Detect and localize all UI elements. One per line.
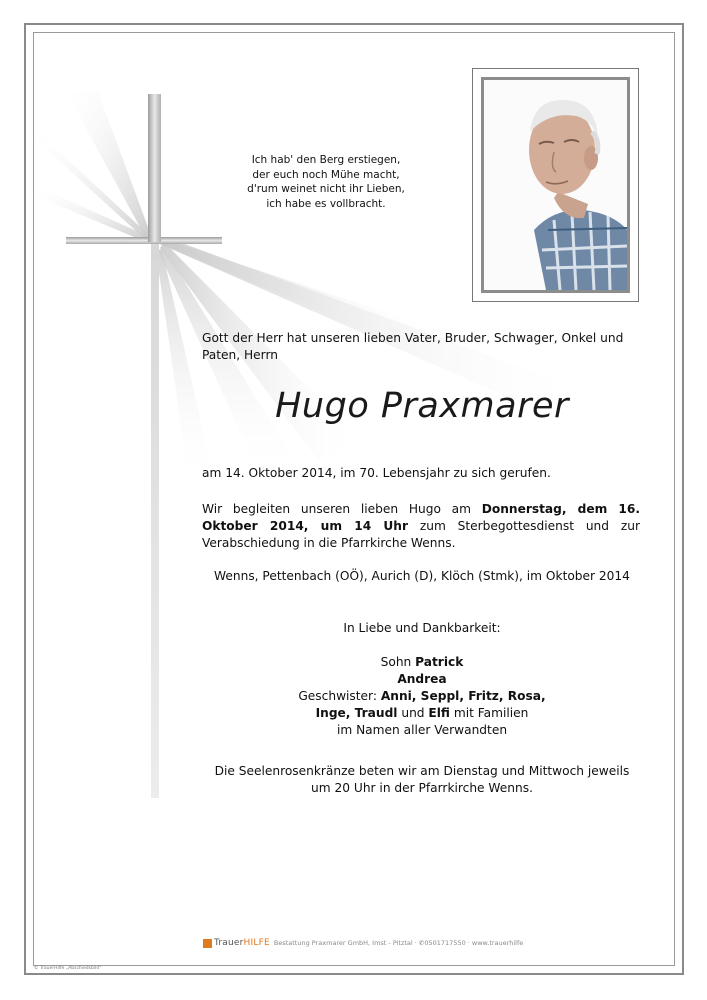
- rosary-notice: [202, 763, 642, 797]
- portrait-photo: [481, 77, 630, 293]
- partner-name: Andrea: [397, 672, 447, 686]
- brand-part: Trauer: [214, 938, 244, 948]
- family-list: [202, 620, 642, 739]
- son-name: Patrick: [415, 655, 464, 669]
- funeral-date: Donnerstag, dem 16. Oktober 2014, um 14 Uhr: [202, 502, 640, 533]
- funeral-text: zum Sterbegottesdienst und zur Verabschiedung in die Pfarrkirche Wenns.: [202, 519, 640, 550]
- place-date: Wenns, Pettenbach (OÖ), Aurich (D), Klöch (Stmk), im Oktober 2014: [214, 569, 630, 583]
- son-label: Sohn: [380, 655, 416, 669]
- poem-line: Ich hab' den Berg erstiegen,: [251, 154, 401, 166]
- cross-vertical-beam-bottom: [151, 244, 159, 798]
- siblings-label: Geschwister:: [298, 689, 381, 703]
- poem-line: d'rum weinet nicht ihr Lieben,: [247, 183, 405, 195]
- family-son: [202, 654, 642, 671]
- poem: [226, 153, 426, 211]
- death-date: am 14. Oktober 2014, im 70. Lebensjahr zu sich gerufen.: [202, 466, 551, 480]
- family-partner: [202, 671, 642, 688]
- rosary-line: um 20 Uhr in der Pfarrkirche Wenns.: [311, 781, 533, 795]
- portrait-figure-icon: [484, 80, 627, 290]
- and-text: und: [397, 706, 429, 720]
- family-relatives: im Namen aller Verwandten: [336, 723, 508, 737]
- trauerhilfe-logo-icon: [203, 939, 212, 948]
- siblings-names: Anni, Seppl, Fritz, Rosa,: [380, 689, 546, 703]
- family-siblings: [202, 688, 642, 705]
- portrait-frame: [472, 68, 639, 302]
- poem-line: ich habe es vollbracht.: [266, 197, 386, 210]
- ray-up-1: [66, 92, 152, 238]
- family-siblings-2: [202, 705, 642, 722]
- with-families-text: mit Familien: [449, 706, 529, 720]
- copyright: © TrauerHilfe „Abschiedsbild“: [34, 966, 102, 971]
- intro-text: Gott der Herr hat unseren lieben Vater, Bruder, Schwager, Onkel und Paten, Herrn: [202, 331, 624, 362]
- poem-line: der euch noch Mühe macht,: [252, 168, 400, 181]
- family-heading: In Liebe und Dankbarkeit:: [343, 621, 501, 635]
- funeral-text: Wir begleiten unseren lieben Hugo am: [202, 502, 482, 516]
- rosary-line: Die Seelenrosenkränze beten wir am Dienstag und Mittwoch jeweils: [214, 764, 630, 778]
- siblings-names: Inge, Traudl: [315, 706, 398, 720]
- footer-brand: [214, 938, 270, 948]
- deceased-name: Hugo Praxmarer: [275, 386, 569, 426]
- cross-vertical-beam-top: [148, 94, 161, 242]
- cross-horizontal-beam: [66, 237, 222, 244]
- footer: [203, 938, 533, 950]
- siblings-names: Elfi: [428, 706, 450, 720]
- funeral-notice: [202, 501, 640, 552]
- brand-part: HILFE: [243, 938, 270, 948]
- footer-info: Bestattung Praxmarer GmbH, Imst - Pitztal · ✆0501717550 · www.trauerhilfe: [273, 939, 524, 947]
